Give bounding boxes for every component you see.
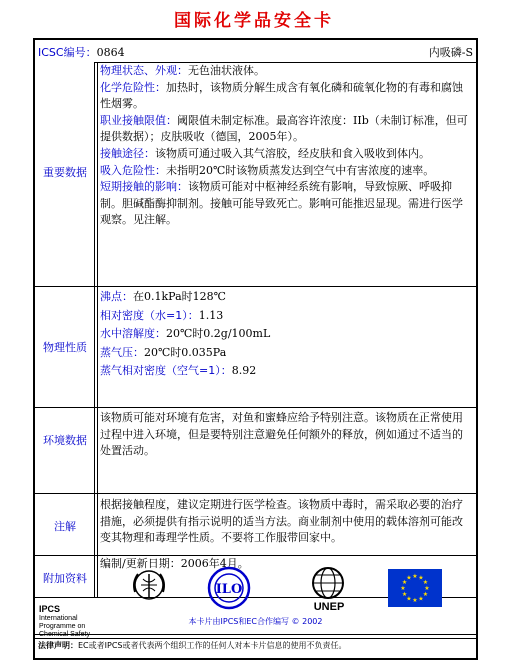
data-line [100, 80, 472, 113]
field-key: 短期接触的影响： [100, 180, 188, 194]
section-body [97, 408, 474, 493]
section-text: 根据接触程度，建议定期进行医学检查。该物质中毒时，需采取必要的治疗措施，必须提供有指示说明的适当方法。商业制剂中使用的载体溶剂可能改变其物理和毒理学性质。不要将工作服带回家中。 [100, 498, 463, 545]
ipcs-line: Chemical Safety [39, 631, 90, 638]
data-line [100, 307, 472, 326]
svg-text:★: ★ [400, 585, 406, 592]
field-key: 化学危险性： [100, 80, 166, 94]
svg-text:★: ★ [422, 591, 429, 598]
field-key: 沸点： [100, 290, 133, 303]
chemical-name: 内吸磷-S [428, 46, 473, 59]
data-line [100, 325, 472, 344]
svg-text:★: ★ [406, 595, 412, 603]
svg-text:★: ★ [406, 574, 412, 582]
section-body [97, 287, 474, 407]
field-value: 加热时，该物质分解生成含有氧化磷和硫氧化物的有毒和腐蚀性烟雾。 [100, 80, 463, 111]
field-key: 水中溶解度： [100, 327, 166, 340]
field-key: 职业接触限值： [100, 113, 177, 127]
field-key: 吸入危险性： [100, 163, 166, 177]
svg-text:★: ★ [401, 579, 408, 586]
legal-label: 法律声明： [38, 641, 78, 650]
section-label: 重要数据 [43, 166, 87, 179]
section-physical [35, 287, 476, 408]
icsc-label: ICSC编号： [38, 46, 97, 59]
field-value: 在0.1kPa时128℃ [133, 290, 226, 303]
safety-card [33, 38, 478, 660]
legal-notice [38, 640, 347, 651]
field-value: 20℃时0.2g/100mL [166, 327, 271, 340]
svg-text:★: ★ [412, 597, 418, 604]
unep-label: UNEP [313, 601, 345, 613]
svg-text:★: ★ [412, 573, 418, 580]
svg-text:★: ★ [418, 574, 424, 582]
section-label: 注解 [54, 520, 76, 533]
ipcs-line: Programme on [39, 623, 86, 630]
legal-text: EC或者IPCS或者代表两个组织工作的任何人对本卡片信息的使用不负责任。 [78, 641, 347, 650]
card-title: 国际化学品安全卡 [174, 11, 334, 31]
field-key: 接触途径： [100, 146, 155, 160]
credit-line: 本卡片由IPCS和EC合作编写 © 2002 [188, 617, 323, 626]
section-body [97, 494, 474, 555]
section-label-cell [35, 287, 95, 407]
section-label-cell [35, 494, 95, 555]
field-value: 该物质可通过吸入其气溶胶，经皮肤和食入吸收到体内。 [155, 146, 430, 160]
section-notes [35, 494, 476, 556]
data-line [100, 63, 472, 80]
svg-text:★: ★ [422, 579, 429, 586]
data-line [100, 362, 472, 381]
field-value: 20℃时0.035Pa [144, 345, 227, 359]
field-value: 未指明20℃时该物质蒸发达到空气中有害浓度的速率。 [166, 163, 435, 177]
svg-text:ILO: ILO [215, 582, 243, 597]
data-line [100, 288, 472, 307]
section-body [97, 62, 474, 286]
section-important [35, 62, 476, 287]
svg-text:★: ★ [418, 595, 424, 603]
who-emblem-icon [129, 566, 169, 606]
field-key: 相对密度（水=1）： [100, 308, 199, 322]
section-label-cell [35, 62, 95, 286]
section-label: 物理性质 [43, 341, 87, 354]
ipcs-title: IPCS [39, 604, 61, 614]
data-line [100, 344, 472, 363]
field-value: 无色油状液体。 [188, 64, 265, 77]
field-key: 物理状态、外观： [100, 64, 188, 77]
section-environment [35, 408, 476, 494]
field-value: 该物质可能对中枢神经系统有影响，导致惊厥、呼吸抑制。胆碱酯酶抑制剂。接触可能导致死亡。影响可能推迟显现。需进行医学观察。见注解。 [100, 180, 463, 227]
data-line [100, 163, 472, 180]
section-label-cell [35, 408, 95, 493]
section-label: 附加资料 [43, 572, 87, 585]
svg-text:★: ★ [401, 591, 408, 598]
data-line [100, 179, 472, 229]
card-header [35, 40, 476, 63]
field-key: 蒸气压： [100, 345, 144, 359]
unep-emblem-icon [311, 566, 345, 600]
section-text: 该物质可能对环境有危害，对鱼和蜜蜂应给予特别注意。该物质在正常使用过程中进入环境，但是要特别注意避免任何额外的释放，例如通过不适当的处置活动。 [100, 411, 463, 458]
icsc-number: 0864 [96, 46, 125, 59]
legal-divider [35, 634, 476, 635]
field-value: 阈限值未制定标准。最高容许浓度：IIb（未制订标准，但可提供数据）；皮肤吸收（德国，2005年）。 [100, 113, 468, 144]
section-text: 编制/更新日期：2006年4月。 [100, 557, 249, 570]
section-label: 环境数据 [43, 434, 87, 447]
svg-text:★: ★ [424, 585, 430, 592]
field-key: 蒸气相对密度（空气=1）： [100, 364, 232, 377]
field-value: 1.13 [198, 308, 224, 322]
icsc-number-field [38, 44, 125, 60]
ipcs-line: International [39, 615, 78, 622]
data-line [100, 146, 472, 163]
eu-flag-icon [388, 569, 442, 607]
field-value: 8.92 [231, 364, 257, 377]
data-line [100, 113, 472, 146]
ilo-emblem-icon [207, 566, 251, 610]
